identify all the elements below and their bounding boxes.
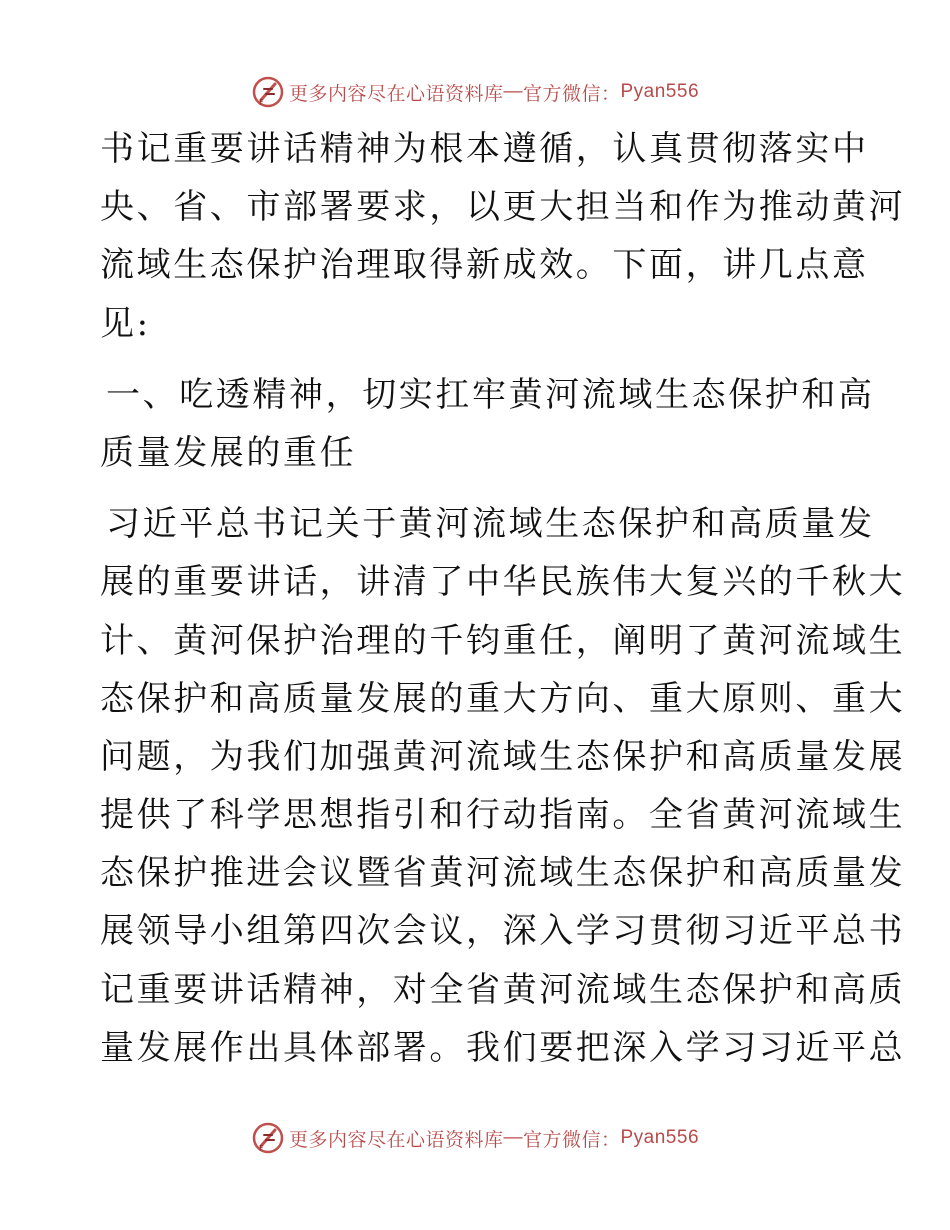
text-line: 习近平总书记关于黄河流域生态保护和高质量发	[106, 504, 875, 545]
section-heading	[100, 366, 875, 482]
watermark-separator: —	[503, 1127, 523, 1148]
text-line: 提供了科学思想指引和行动指南。全省黄河流域生	[100, 795, 906, 836]
text-line: 计、黄河保护治理的千钧重任，阐明了黄河流域生	[100, 620, 906, 661]
text-line: 见:	[100, 303, 151, 344]
document-body	[100, 120, 906, 1077]
watermark-separator: —	[503, 81, 523, 102]
text-line: 流域生态保护治理取得新成效。下面，讲几点意	[100, 245, 869, 286]
text-line: 书记重要讲话精神为根本遵循，认真贯彻落实中	[100, 129, 869, 169]
text-line: 问题，为我们加强黄河流域生态保护和高质量发展	[100, 736, 906, 777]
quill-logo-icon	[251, 75, 285, 109]
header-watermark	[0, 72, 950, 112]
quill-logo-icon	[251, 1121, 285, 1155]
main-paragraph	[100, 495, 906, 1077]
watermark-label: 官方微信：	[522, 1129, 621, 1151]
text-line: 展的重要讲话，讲清了中华民族伟大复兴的千秋大	[100, 562, 906, 603]
footer-watermark	[0, 1118, 950, 1158]
heading-line: 质量发展的重任	[100, 432, 357, 473]
watermark-text: 更多内容尽在心语资料库	[288, 83, 504, 105]
text-line: 量发展作出具体部署。我们要把深入学习习近平总	[100, 1027, 906, 1068]
watermark-id: Pyan556	[620, 1127, 700, 1148]
text-line: 态保护推进会议暨省黄河流域生态保护和高质量发	[100, 853, 906, 894]
watermark-id: Pyan556	[620, 81, 700, 102]
logo-letter: F	[258, 1144, 264, 1153]
text-line: 记重要讲话精神，对全省黄河流域生态保护和高质	[100, 969, 906, 1010]
text-line: 央、省、市部署要求，以更大担当和作为推动黄河	[100, 187, 906, 228]
text-line: 展领导小组第四次会议，深入学习贯彻习近平总书	[100, 911, 906, 952]
heading-line: 一、吃透精神，切实扛牢黄河流域生态保护和高	[106, 374, 875, 415]
intro-paragraph	[100, 120, 906, 353]
watermark-text: 更多内容尽在心语资料库	[288, 1129, 504, 1151]
watermark-label: 官方微信：	[522, 83, 621, 105]
text-line: 态保护和高质量发展的重大方向、重大原则、重大	[100, 678, 906, 719]
logo-letter: F	[258, 98, 264, 107]
